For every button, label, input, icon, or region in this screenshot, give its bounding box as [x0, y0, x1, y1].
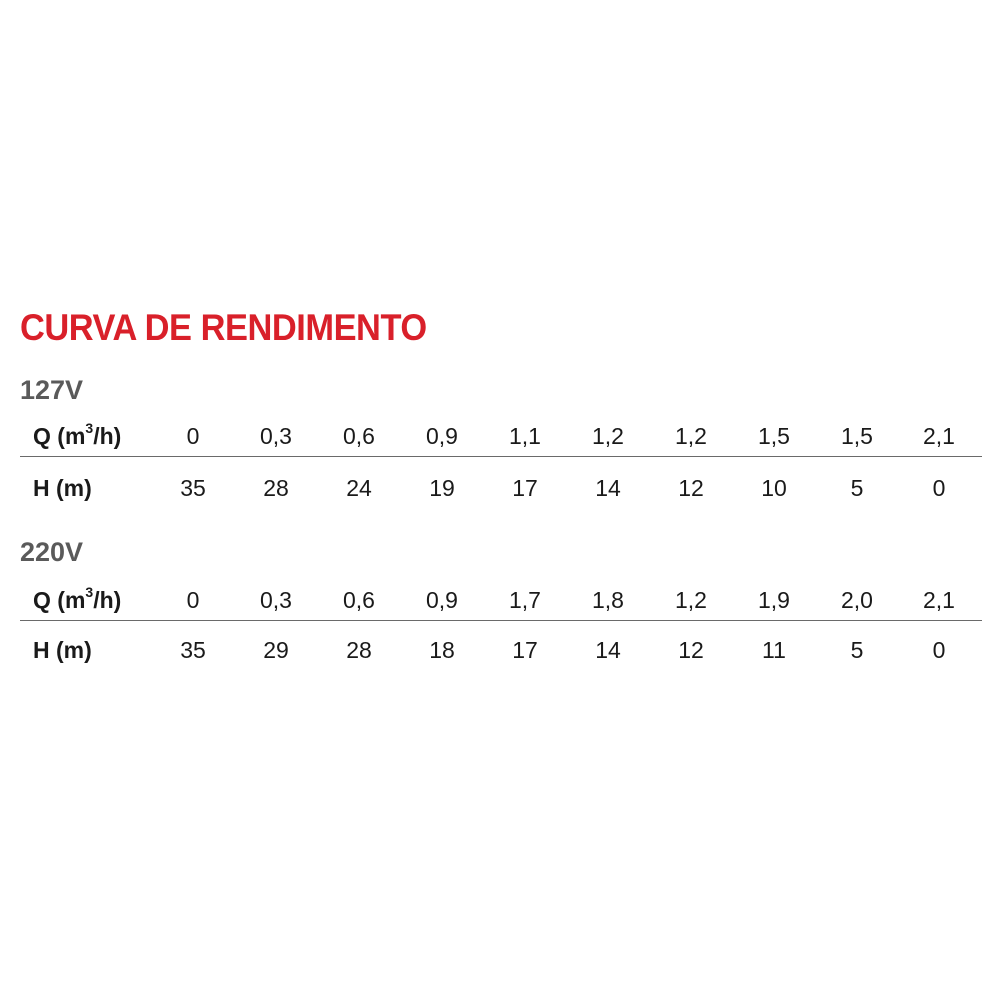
head-value: 5	[850, 637, 864, 663]
voltage-heading-220v: 220V	[20, 537, 84, 567]
flow-value: 1,2	[675, 587, 707, 613]
head-label: H (m)	[33, 637, 92, 663]
flow-value: 1,1	[509, 423, 541, 449]
flow-value: 1,7	[509, 587, 541, 613]
flow-value: 0,3	[260, 587, 292, 613]
flow-value: 0,9	[426, 423, 458, 449]
head-value: 12	[678, 475, 704, 501]
flow-value: 1,2	[592, 423, 624, 449]
head-value: 0	[932, 475, 946, 501]
head-value: 12	[678, 637, 704, 663]
flow-value: 2,0	[841, 587, 873, 613]
head-value: 19	[429, 475, 455, 501]
flow-value: 1,9	[758, 587, 790, 613]
head-value: 28	[346, 637, 372, 663]
head-value: 11	[762, 637, 786, 663]
head-value: 29	[263, 637, 289, 663]
head-value: 24	[346, 475, 372, 501]
head-value: 35	[180, 475, 206, 501]
head-value: 14	[595, 475, 621, 501]
head-value: 17	[512, 475, 538, 501]
flow-row-220v	[20, 580, 982, 621]
head-value: 18	[429, 637, 455, 663]
head-value: 17	[512, 637, 538, 663]
flow-value: 0,9	[426, 587, 458, 613]
head-value: 0	[932, 637, 946, 663]
flow-value: 1,8	[592, 587, 624, 613]
head-row-127v	[20, 468, 982, 508]
flow-value: 2,1	[923, 587, 955, 613]
head-value: 14	[595, 637, 621, 663]
flow-value: 0,6	[343, 423, 375, 449]
voltage-heading-127v: 127V	[20, 375, 84, 405]
flow-value: 1,5	[841, 423, 873, 449]
flow-row-127v	[20, 416, 982, 457]
head-label: H (m)	[33, 475, 92, 501]
head-value: 10	[761, 475, 787, 501]
flow-label: Q $(m^3/h)$	[33, 420, 122, 449]
flow-label: Q $(m^3/h)$	[33, 584, 122, 613]
flow-value: 0	[186, 587, 200, 613]
head-value: 35	[180, 637, 206, 663]
flow-value: 0,3	[260, 423, 292, 449]
flow-value: 2,1	[923, 423, 955, 449]
page-title: CURVA DE RENDIMENTO	[20, 307, 427, 348]
flow-value: 0	[186, 423, 200, 449]
flow-value: 0,6	[343, 587, 375, 613]
head-value: 5	[850, 475, 864, 501]
head-row-220v	[20, 630, 982, 670]
flow-value: 1,2	[675, 423, 707, 449]
flow-value: 1,5	[758, 423, 790, 449]
head-value: 28	[263, 475, 289, 501]
